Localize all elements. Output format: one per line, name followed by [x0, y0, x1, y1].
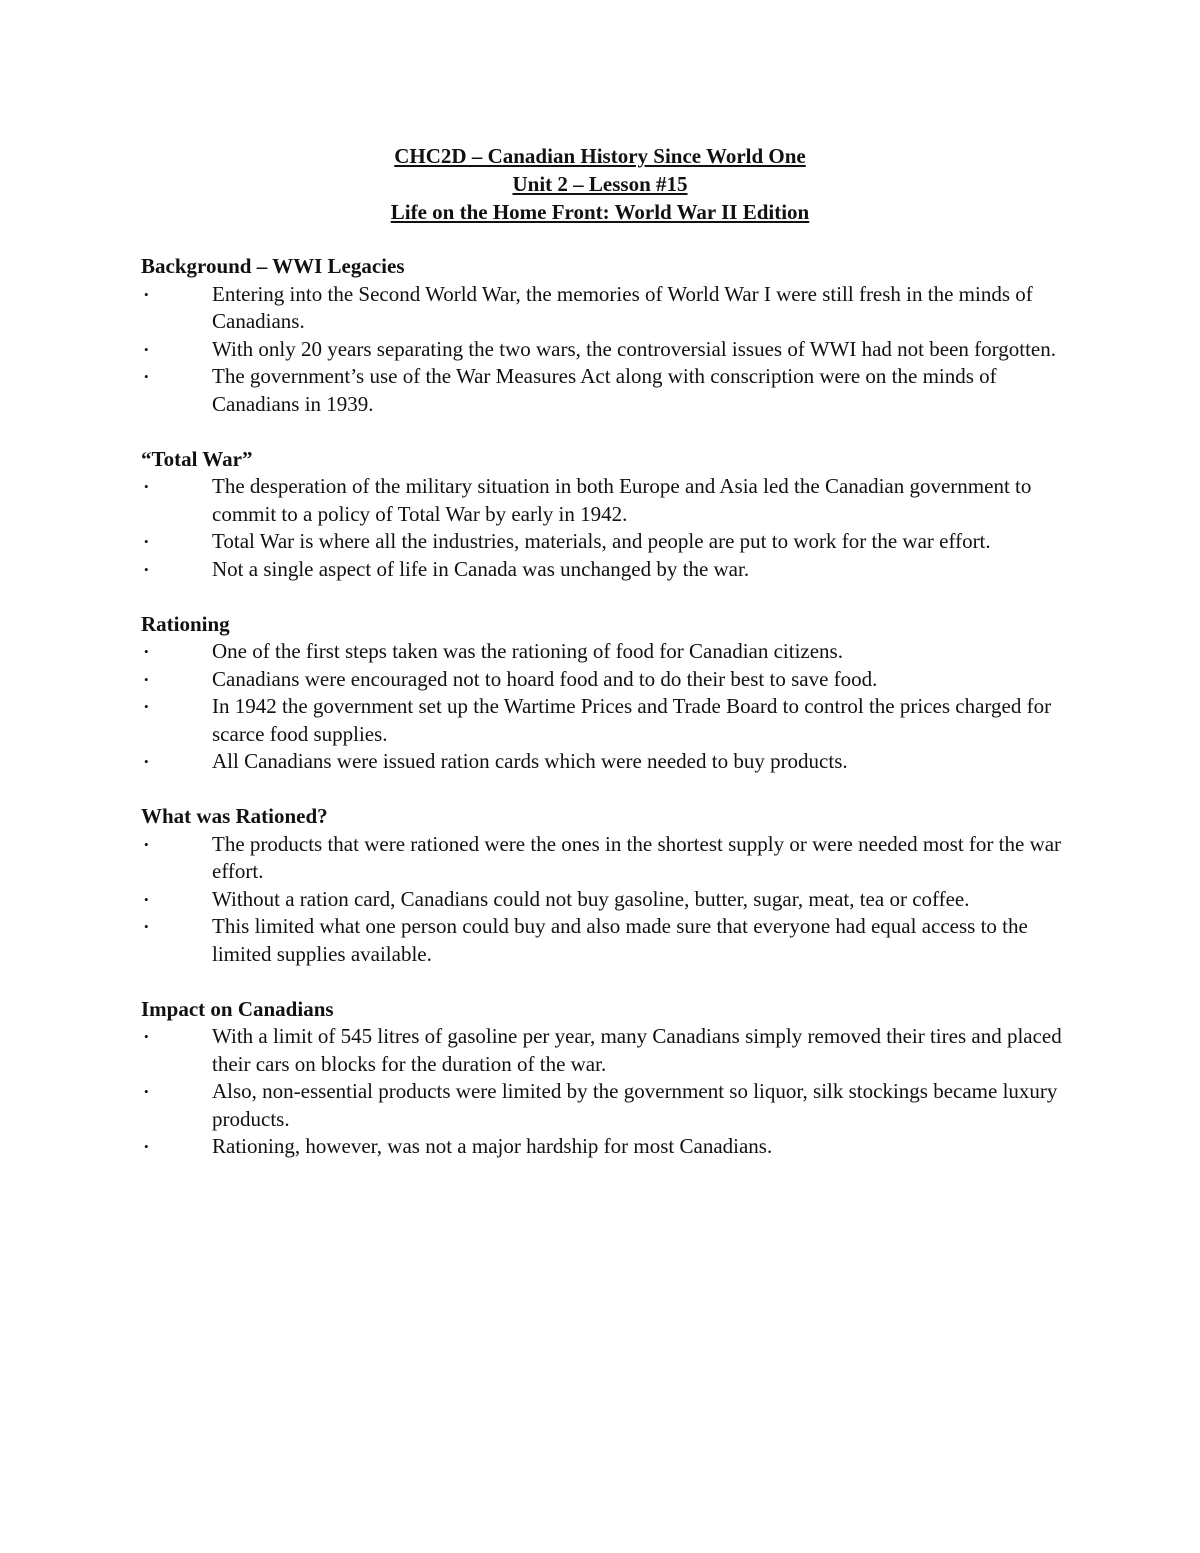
list-item — [141, 748, 1071, 776]
section-heading: Background – WWI Legacies — [141, 254, 405, 278]
list-item — [141, 831, 1071, 886]
list-item — [141, 638, 1071, 666]
list-item — [141, 1078, 1071, 1133]
bullet-icon: • — [144, 369, 149, 384]
bullet-icon: • — [144, 836, 149, 852]
document-body — [141, 253, 1071, 1188]
bullet-list — [141, 638, 1071, 776]
list-item — [141, 693, 1071, 748]
bullet-text: Not a single aspect of life in Canada was unchanged by the war. — [212, 556, 750, 581]
list-item — [141, 886, 1071, 914]
bullet-text: Total War is where all the industries, materials, and people are put to work for the war effort. — [212, 529, 991, 553]
section-heading: Impact on Canadians — [141, 996, 334, 1021]
section-heading: “Total War” — [141, 446, 253, 471]
bullet-text: One of the first steps taken was the rationing of food for Canadian citizens. — [212, 639, 843, 663]
section-heading: Rationing — [141, 611, 230, 636]
section-what-was-rationed — [141, 803, 1071, 968]
bullet-text: With a limit of 545 litres of gasoline per year, many Canadians simply removed their tires and placed their cars on blocks for the duration of the war. — [212, 1024, 1062, 1076]
list-item — [141, 528, 1071, 556]
section-rationing — [141, 611, 1071, 776]
bullet-icon: • — [144, 534, 149, 549]
section-heading: What was Rationed? — [141, 804, 328, 828]
bullet-list — [141, 1023, 1071, 1161]
bullet-icon: • — [144, 699, 149, 714]
bullet-text: In 1942 the government set up the Wartime Prices and Trade Board to control the prices charged for scarce food supplies. — [212, 694, 1052, 746]
bullet-icon: • — [144, 561, 149, 577]
bullet-text: Also, non-essential products were limited by the government so liquor, silk stockings became luxury products. — [212, 1079, 1058, 1131]
list-item — [141, 556, 1071, 584]
bullet-icon: • — [144, 754, 149, 769]
bullet-icon: • — [144, 1084, 149, 1099]
list-item — [141, 1023, 1071, 1078]
bullet-icon: • — [144, 341, 149, 357]
list-item — [141, 1133, 1071, 1161]
bullet-icon: • — [144, 479, 149, 494]
lesson-title: Life on the Home Front: World War II Edition — [390, 200, 810, 224]
bullet-text: This limited what one person could buy and also made sure that everyone had equal access to the limited supplies available. — [212, 914, 1028, 966]
list-item — [141, 913, 1071, 968]
section-background — [141, 253, 1071, 418]
unit-lesson: Unit 2 – Lesson #15 — [512, 172, 688, 196]
list-item — [141, 666, 1071, 694]
bullet-text: All Canadians were issued ration cards which were needed to buy products. — [212, 749, 848, 773]
bullet-icon: • — [144, 1029, 149, 1044]
section-total-war — [141, 446, 1071, 584]
bullet-icon: • — [144, 919, 149, 934]
bullet-list — [141, 473, 1071, 583]
bullet-text: The desperation of the military situation in both Europe and Asia led the Canadian government to commit to a policy of Total War by early in 1942. — [212, 474, 1032, 526]
bullet-text: Entering into the Second World War, the memories of World War I were still fresh in the minds of Canadians. — [212, 281, 1033, 333]
course-title: CHC2D – Canadian History Since World One — [394, 144, 806, 168]
list-item — [141, 473, 1071, 528]
bullet-text: The products that were rationed were the ones in the shortest supply or were needed most for the war effort. — [212, 831, 1062, 883]
bullet-text: Canadians were encouraged not to hoard food and to do their best to save food. — [212, 666, 878, 691]
list-item — [141, 336, 1071, 364]
list-item — [141, 281, 1071, 336]
bullet-icon: • — [144, 644, 149, 659]
bullet-text: Without a ration card, Canadians could not buy gasoline, butter, sugar, meat, tea or coffee. — [212, 886, 970, 911]
bullet-icon: • — [144, 671, 149, 687]
bullet-icon: • — [144, 286, 149, 302]
document-header — [0, 142, 1200, 226]
section-impact-on-canadians — [141, 996, 1071, 1161]
bullet-text: The government’s use of the War Measures Act along with conscription were on the minds of Canadians in 1939. — [212, 364, 997, 416]
list-item — [141, 363, 1071, 418]
bullet-text: Rationing, however, was not a major hardship for most Canadians. — [212, 1134, 773, 1158]
bullet-icon: • — [144, 1139, 149, 1154]
bullet-text: With only 20 years separating the two wars, the controversial issues of WWI had not been forgotten. — [212, 336, 1056, 361]
bullet-list — [141, 831, 1071, 969]
bullet-icon: • — [144, 891, 149, 907]
bullet-list — [141, 281, 1071, 419]
